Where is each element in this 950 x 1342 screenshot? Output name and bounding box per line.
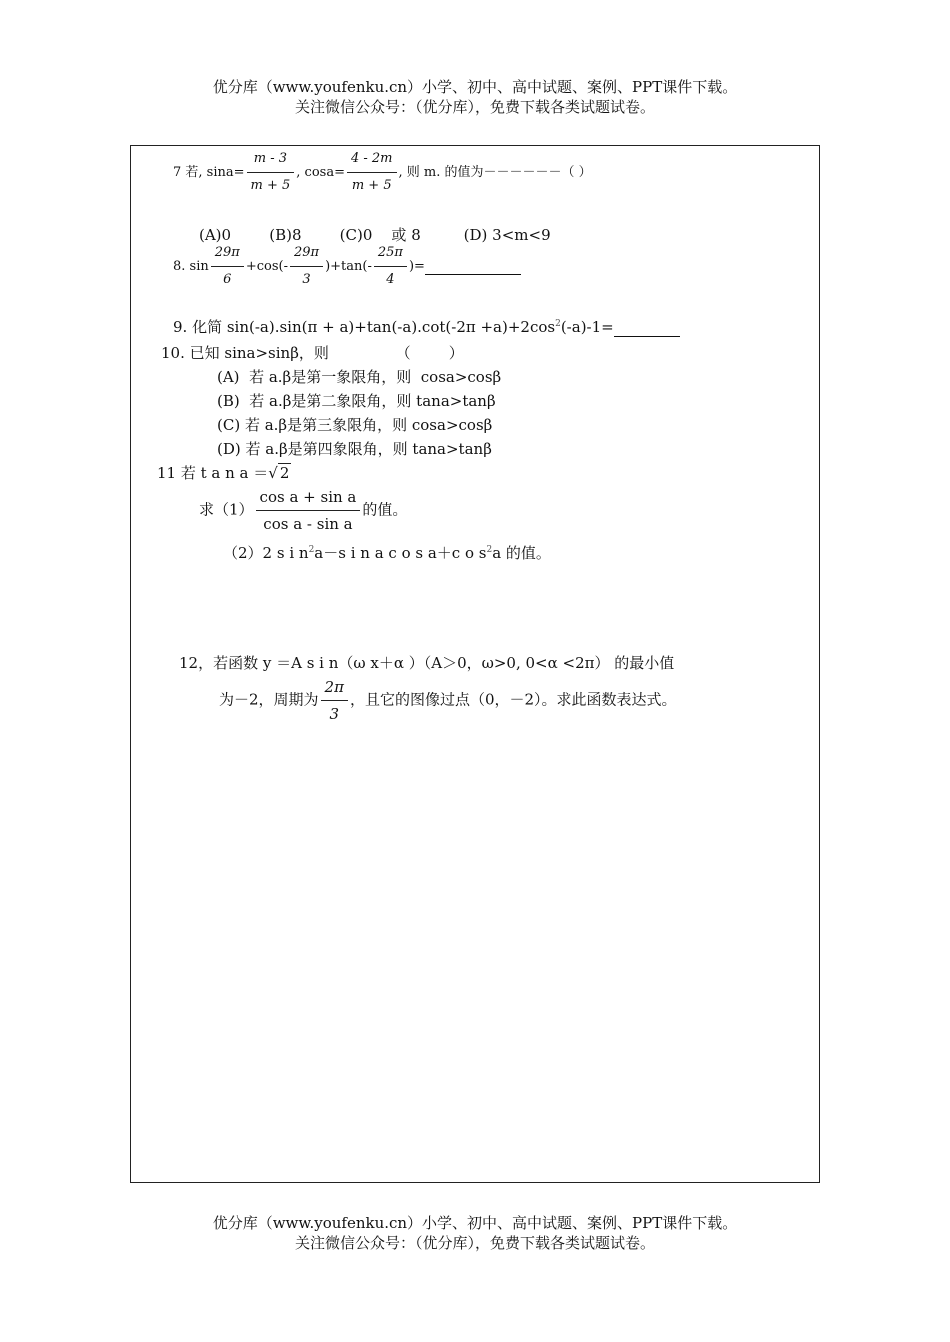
- q9-text: 9. 化简 sin(-a).sin(π + a)+tan(-a).cot(-2π +a)+2cos: [173, 318, 556, 336]
- q8-frac2-denominator: 3: [302, 272, 311, 287]
- q8-suffix: )=: [408, 259, 425, 274]
- q12-line2-suffix: ，且它的图像过点（0，－2）。求此函数表达式。: [349, 690, 677, 709]
- q11-part2-sup2: 2: [486, 545, 493, 555]
- q8-answer-blank[interactable]: [425, 259, 521, 275]
- question-12-line-2: [219, 676, 677, 725]
- q7-frac1-numerator: m - 3: [247, 148, 295, 173]
- q11-stem-text: 11 若 t a n a ＝: [157, 464, 269, 482]
- header-line-2: 关注微信公众号：（优分库），免费下载各类试题试卷。: [294, 98, 655, 116]
- q7-frac1-denominator: m + 5: [250, 178, 291, 193]
- question-9: [173, 316, 680, 337]
- q8-frac1-denominator: 6: [223, 272, 232, 287]
- q8-frac3-denominator: 4: [386, 272, 395, 287]
- q12-line2-prefix: 为－2，周期为: [219, 690, 319, 709]
- q8-fraction-3: [374, 242, 407, 291]
- q11-frac-denominator: cos a - sin a: [263, 515, 353, 533]
- q7-fraction-2: [347, 148, 397, 197]
- q11-part2-c: a 的值。: [492, 544, 551, 562]
- q11-part-1: [199, 486, 407, 535]
- footer-line-2: 关注微信公众号：（优分库），免费下载各类试题试卷。: [294, 1234, 655, 1252]
- q10-option-d: (D) 若 a.β是第四象限角，则 tana>tanβ: [217, 440, 492, 458]
- q7-frac2-numerator: 4 - 2m: [347, 148, 397, 173]
- q9-answer-blank[interactable]: [614, 318, 680, 337]
- q11-part-2: [223, 542, 551, 563]
- q8-frac2-numerator: 29π: [290, 242, 323, 267]
- q7-prefix: 7 若, sina=: [173, 165, 245, 180]
- question-10-stem: 10. 已知 sina>sinβ，则 （ ）: [161, 344, 464, 362]
- q7-options: (A)0 (B)8 (C)0 或 8 (D) 3<m<9: [199, 226, 551, 244]
- q8-prefix: 8. sin: [173, 259, 209, 274]
- footer-line-1: 优分库（www.youfenku.cn）小学、初中、高中试题、案例、PPT课件下载。: [212, 1214, 738, 1232]
- q11-part1-suffix: 的值。: [362, 500, 408, 519]
- q7-fraction-1: [247, 148, 295, 197]
- q7-frac2-denominator: m + 5: [351, 178, 392, 193]
- q12-frac-numerator: 2π: [321, 676, 348, 701]
- q7-suffix: , 则 m. 的值为－－－－－－（ ）: [398, 165, 592, 180]
- q11-frac-numerator: cos a + sin a: [256, 486, 361, 511]
- q11-fraction: [256, 486, 361, 535]
- question-12-line-1: 12，若函数 y ＝A s i n（ω x＋α ）（A＞0，ω>0, 0<α <2π） 的最小值: [179, 654, 675, 672]
- q7-mid: , cosa=: [296, 165, 345, 180]
- question-8: [173, 242, 521, 291]
- q11-sqrt-value: 2: [279, 464, 290, 482]
- q11-part2-sup1: 2: [308, 545, 315, 555]
- q9-superscript: 2: [555, 319, 561, 329]
- header-line-1: 优分库（www.youfenku.cn）小学、初中、高中试题、案例、PPT课件下载。: [212, 78, 738, 96]
- q12-fraction: [321, 676, 348, 725]
- q10-option-c: (C) 若 a.β是第三象限角，则 cosa>cosβ: [217, 416, 493, 434]
- q10-option-a: (A) 若 a.β是第一象限角，则 cosa>cosβ: [217, 368, 502, 386]
- q11-part2-b: a－s i n a c o s a＋c o s: [314, 544, 487, 562]
- q8-frac1-numerator: 29π: [211, 242, 244, 267]
- question-11-stem: [157, 462, 291, 483]
- q8-frac3-numerator: 25π: [374, 242, 407, 267]
- q8-mid2: )+tan(-: [325, 259, 372, 274]
- q9-tail: (-a)-1=: [560, 318, 614, 336]
- q8-fraction-1: [211, 242, 244, 291]
- q10-option-b: (B) 若 a.β是第二象限角，则 tana>tanβ: [217, 392, 496, 410]
- q11-part1-prefix: 求（1）: [199, 500, 254, 519]
- question-box: [130, 145, 820, 1183]
- question-7: [173, 148, 592, 197]
- q11-part2-a: （2）2 s i n: [223, 544, 309, 562]
- q8-fraction-2: [290, 242, 323, 291]
- q12-frac-denominator: 3: [329, 705, 340, 723]
- sqrt-symbol: √ 2: [268, 464, 290, 482]
- q8-mid1: +cos(-: [245, 259, 288, 274]
